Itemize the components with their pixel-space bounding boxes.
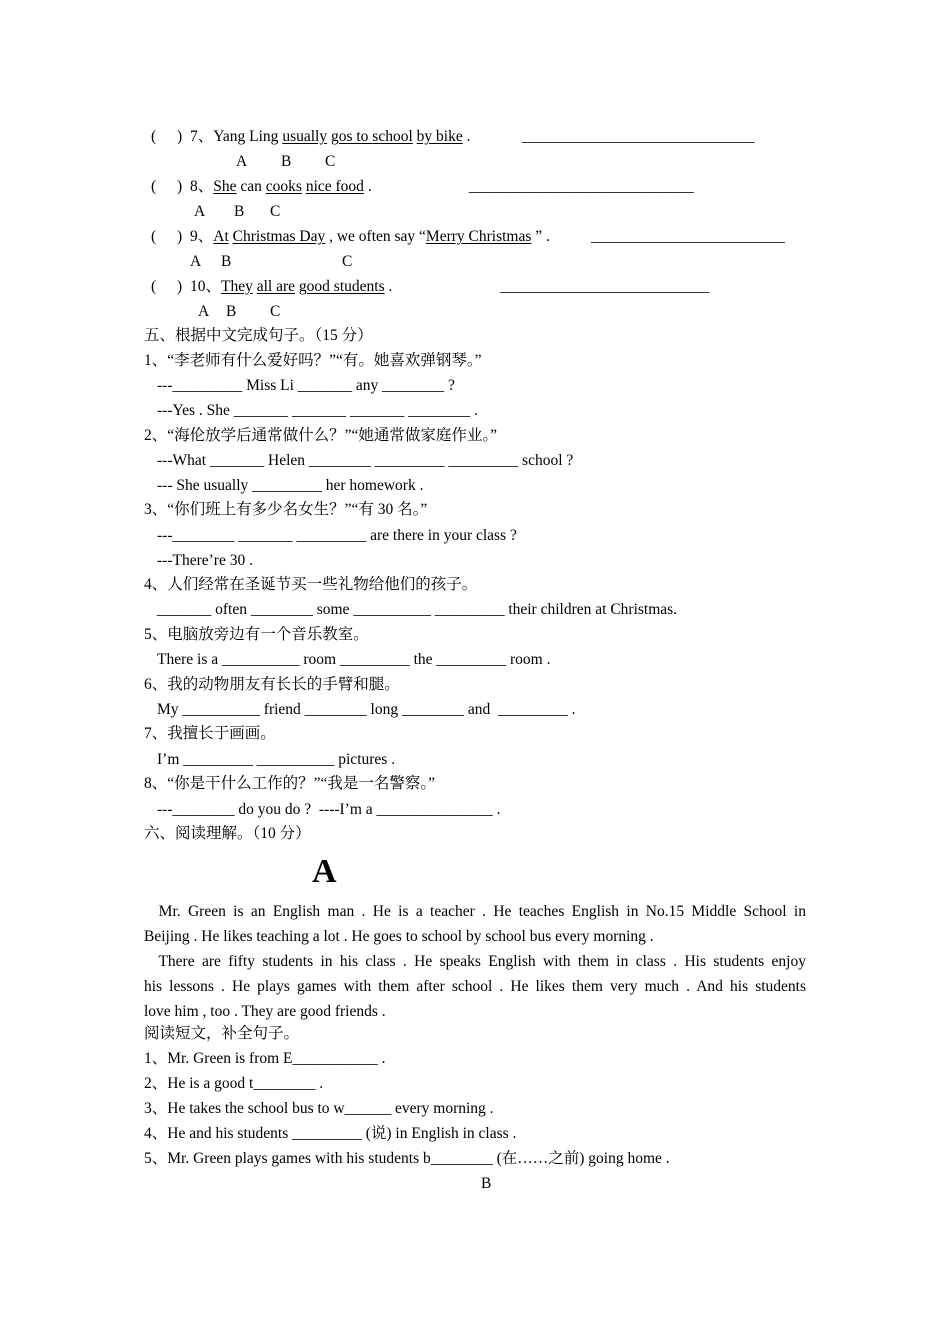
section-title: 五、根据中文完成句子。（15 分） bbox=[144, 327, 373, 344]
answer-paren-close: ) bbox=[177, 128, 183, 145]
item-prompt: 8、“你是干什么工作的？”“我是一名警察。” bbox=[144, 775, 436, 792]
passage-line: his lessons . He plays games with them after school . He likes them very much . And his students bbox=[144, 978, 806, 995]
item-line: ---Yes . She _______ _______ _______ ________ . bbox=[157, 402, 478, 419]
item-line: My __________ friend ________ long ________ and _________ . bbox=[157, 701, 576, 718]
passage-line: There are fifty students in his class . He speaks English with them in class . His students enjoy bbox=[144, 953, 806, 970]
answer-blank: _________________________ bbox=[591, 228, 785, 245]
option-letter-b: B bbox=[221, 253, 232, 270]
item-line: ---_________ Miss Li _______ any ________ ? bbox=[157, 377, 455, 394]
item-prompt: 6、我的动物朋友有长长的手臂和腿。 bbox=[144, 676, 400, 693]
item-prompt: 7、我擅长于画画。 bbox=[144, 725, 276, 742]
option-letter-c: C bbox=[270, 303, 281, 320]
item-line: ---________ _______ _________ are there in your class ? bbox=[157, 527, 517, 544]
question-text: 7、Yang Ling usually gos to school by bike . bbox=[190, 128, 471, 145]
option-letter-a: A bbox=[190, 253, 202, 270]
passage-line: Beijing . He likes teaching a lot . He goes to school by school bus every morning . bbox=[144, 928, 654, 945]
option-letter-a: A bbox=[194, 203, 206, 220]
passage-line: love him , too . They are good friends . bbox=[144, 1003, 386, 1020]
item-line: There is a __________ room _________ the _________ room . bbox=[157, 651, 551, 668]
option-letter-b: B bbox=[281, 153, 292, 170]
item-line: ---What _______ Helen ________ _________ _________ school ? bbox=[157, 452, 574, 469]
answer-blank: ______________________________ bbox=[522, 128, 755, 145]
answer-paren-open: ( bbox=[151, 128, 157, 145]
passage-b-label: B bbox=[481, 1175, 492, 1192]
option-letter-c: C bbox=[325, 153, 336, 170]
question-line: 5、Mr. Green plays games with his students b________ (在……之前) going home . bbox=[144, 1150, 670, 1167]
question-text: 9、At Christmas Day , we often say “Merry Christmas ” . bbox=[190, 228, 550, 245]
option-letter-c: C bbox=[342, 253, 353, 270]
answer-paren-close: ) bbox=[177, 278, 183, 295]
item-line: ---There’re 30 . bbox=[157, 552, 253, 569]
answer-blank: ___________________________ bbox=[500, 278, 710, 295]
passage-a bbox=[144, 899, 806, 1024]
question-line: 1、Mr. Green is from E___________ . bbox=[144, 1050, 386, 1067]
question-text: 10、They all are good students . bbox=[190, 278, 393, 295]
answer-blank: _____________________________ bbox=[469, 178, 694, 195]
option-letter-a: A bbox=[198, 303, 210, 320]
option-letter-b: B bbox=[226, 303, 237, 320]
item-line: --- She usually _________ her homework . bbox=[157, 477, 424, 494]
section-title: 六、阅读理解。（10 分） bbox=[144, 825, 311, 842]
item-prompt: 5、电脑放旁边有一个音乐教室。 bbox=[144, 626, 369, 643]
passage-a-label: A bbox=[312, 853, 337, 890]
item-prompt: 3、“你们班上有多少名女生？”“有 30 名。” bbox=[144, 501, 428, 518]
instruction: 阅读短文，补全句子。 bbox=[144, 1025, 300, 1042]
item-line: ---________ do you do ? ----I’m a _______________ . bbox=[157, 801, 501, 818]
question-line: 3、He takes the school bus to w______ every morning . bbox=[144, 1100, 494, 1117]
answer-paren-open: ( bbox=[151, 178, 157, 195]
item-prompt: 2、“海伦放学后通常做什么？”“她通常做家庭作业。” bbox=[144, 427, 498, 444]
question-line: 4、He and his students _________ (说) in English in class . bbox=[144, 1125, 517, 1142]
question-text: 8、She can cooks nice food . bbox=[190, 178, 372, 195]
option-letter-b: B bbox=[234, 203, 245, 220]
question-line: 2、He is a good t________ . bbox=[144, 1075, 324, 1092]
answer-paren-open: ( bbox=[151, 228, 157, 245]
item-line: _______ often ________ some __________ _________ their children at Christmas. bbox=[157, 601, 678, 618]
item-line: I’m _________ __________ pictures . bbox=[157, 751, 396, 768]
passage-line: Mr. Green is an English man . He is a teacher . He teaches English in No.15 Middle School in bbox=[144, 903, 806, 920]
item-prompt: 1、“李老师有什么爱好吗？”“有。她喜欢弹钢琴。” bbox=[144, 352, 482, 369]
option-letter-a: A bbox=[236, 153, 248, 170]
item-prompt: 4、人们经常在圣诞节买一些礼物给他们的孩子。 bbox=[144, 576, 478, 593]
answer-paren-close: ) bbox=[177, 178, 183, 195]
answer-paren-close: ) bbox=[177, 228, 183, 245]
answer-paren-open: ( bbox=[151, 278, 157, 295]
option-letter-c: C bbox=[270, 203, 281, 220]
